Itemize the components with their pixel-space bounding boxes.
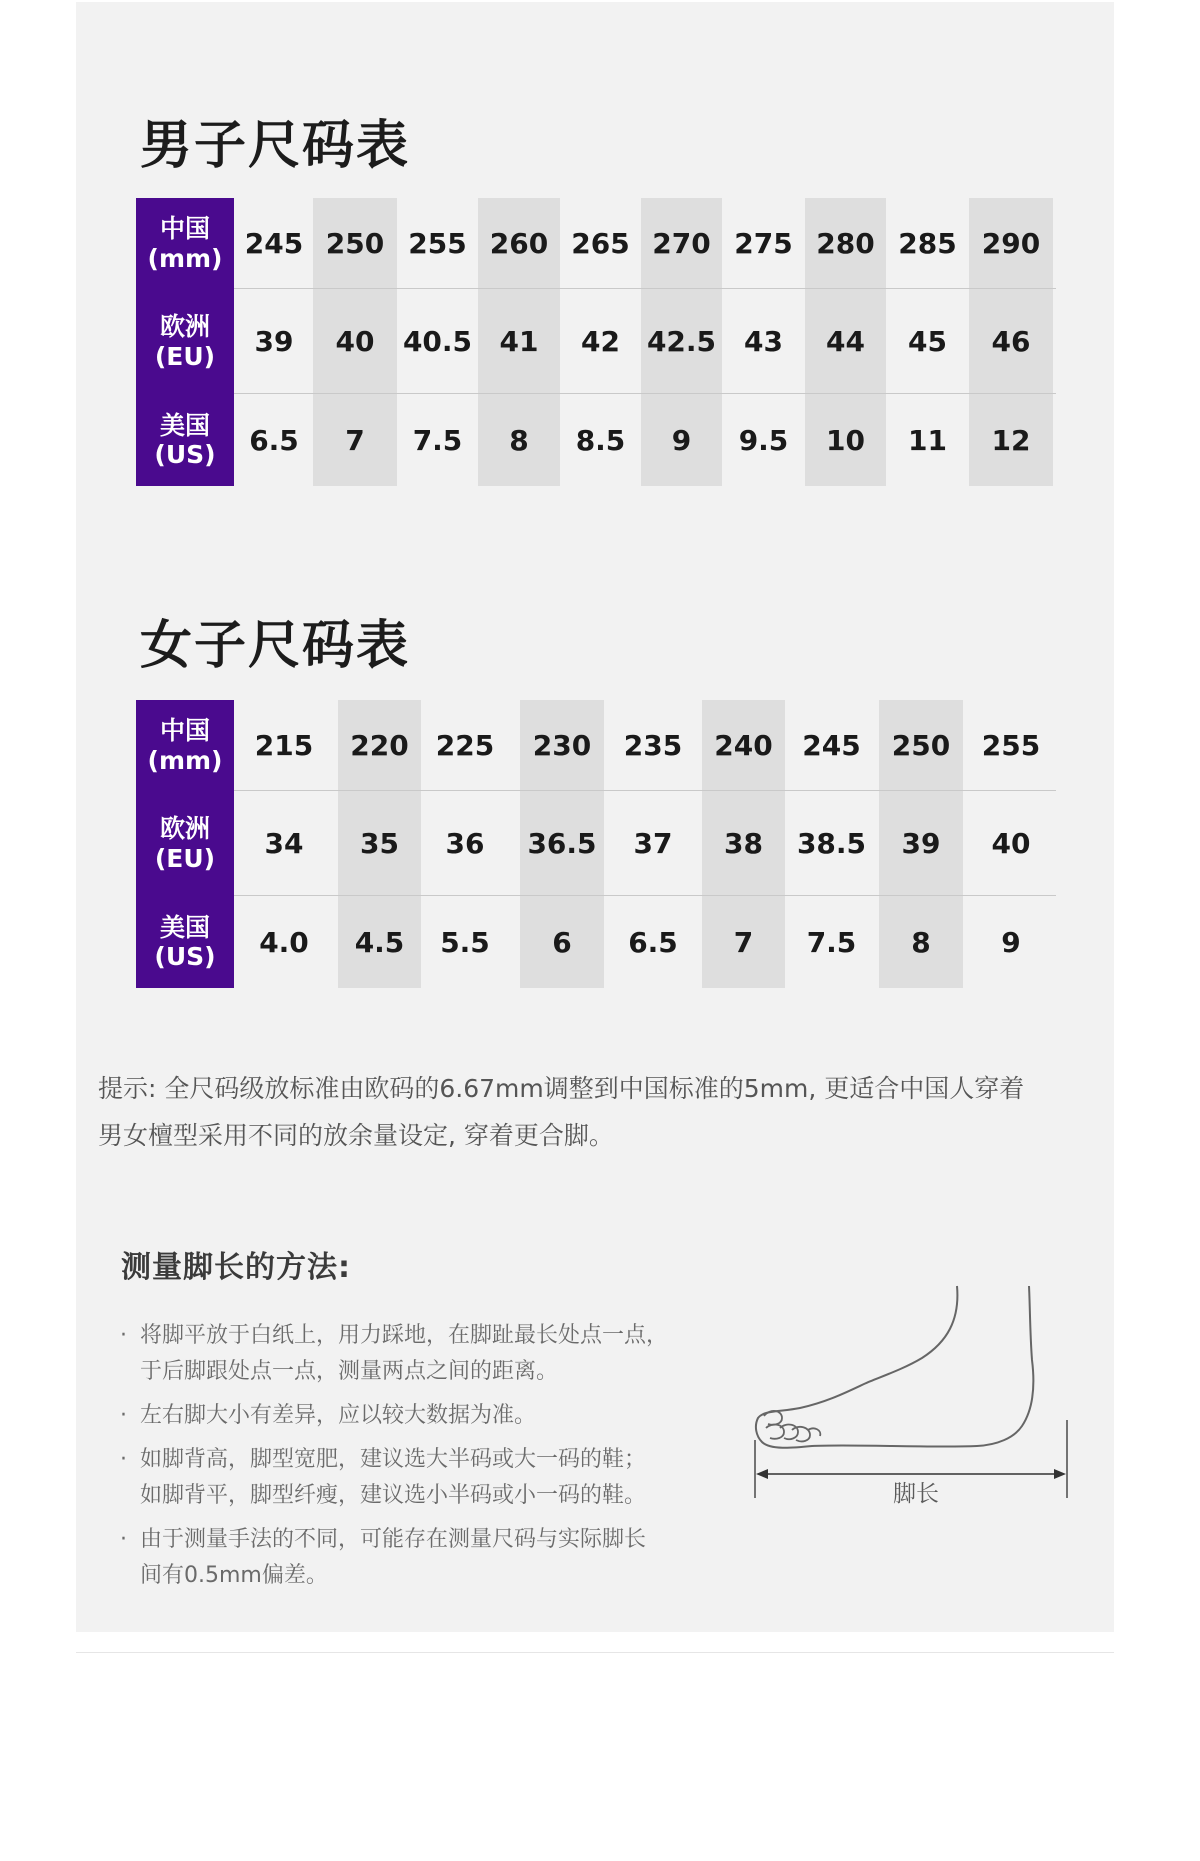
bullet-dot: · (120, 1323, 127, 1348)
size-cell: 230 (532, 729, 592, 762)
size-cell: 275 (734, 227, 793, 260)
size-row-us (136, 394, 1056, 486)
size-cell: 225 (435, 729, 495, 762)
measure-step-text: 间有0.5mm偏差。 (140, 1563, 328, 1588)
row-header-label: (mm) (147, 243, 223, 273)
size-cell: 285 (898, 227, 957, 260)
measure-step-text: 于后脚跟处点一点，测量两点之间的距离。 (140, 1359, 559, 1384)
foot-outline-icon (756, 1286, 1034, 1448)
size-row-eu (136, 289, 1056, 394)
size-cell: 245 (802, 729, 861, 762)
row-header-us (136, 896, 234, 988)
sizing-tip-line: 男女檀型采用不同的放余量设定, 穿着更合脚。 (98, 1121, 614, 1150)
size-cell: 220 (350, 729, 409, 762)
size-cell: 215 (254, 729, 314, 762)
size-cell: 5.5 (440, 925, 490, 959)
measure-step-text: 如脚背平，脚型纤瘦，建议选小半码或小一码的鞋。 (140, 1483, 647, 1508)
size-cell: 44 (826, 325, 865, 358)
size-cell: 12 (991, 423, 1031, 457)
bullet-dot: · (120, 1527, 127, 1552)
size-cell: 250 (325, 227, 385, 260)
size-cell: 255 (408, 227, 467, 260)
measure-method-title: 测量脚长的方法: (121, 1250, 351, 1285)
size-cell: 40 (991, 827, 1031, 860)
size-cell: 7 (345, 423, 365, 457)
row-header-label: 美国 (159, 912, 210, 942)
foot-length-caption: 脚长 (893, 1481, 939, 1507)
women-size-chart-title: 女子尺码表 (140, 616, 411, 676)
footer-divider (76, 1652, 1114, 1653)
size-cell: 235 (623, 729, 683, 762)
size-cell: 37 (633, 827, 673, 860)
measure-step (118, 1442, 758, 1514)
row-header-label: 欧洲 (159, 312, 210, 341)
row-header-label: (EU) (154, 843, 216, 873)
size-cell: 39 (254, 325, 294, 358)
row-header-eu (136, 289, 234, 394)
size-cell: 36 (445, 827, 485, 860)
arrow-left-icon (756, 1469, 768, 1479)
measure-steps-list (118, 1318, 758, 1602)
size-cell: 240 (714, 729, 773, 762)
size-cell: 6.5 (628, 925, 678, 959)
women-size-table (136, 700, 1056, 988)
size-cell: 280 (816, 227, 875, 260)
size-cell: 270 (652, 227, 711, 260)
row-header-us (136, 394, 234, 486)
measure-step (118, 1398, 758, 1434)
size-cell: 38.5 (796, 827, 867, 860)
toes-icon (764, 1411, 820, 1441)
size-cell: 9 (671, 423, 692, 457)
size-cell: 9.5 (738, 423, 789, 457)
sizing-tip-line: 提示: 全尺码级放标准由欧码的6.67mm调整到中国标准的5mm, 更适合中国人穿着 (98, 1074, 1025, 1103)
size-cell: 40 (335, 325, 375, 358)
row-header-label: 美国 (159, 410, 210, 440)
size-cell: 42.5 (646, 325, 717, 358)
row-header-label: 中国 (159, 716, 210, 745)
size-cell: 8.5 (575, 423, 626, 457)
measure-step-text: 将脚平放于白纸上，用力踩地，在脚趾最长处点一点， (140, 1323, 669, 1348)
size-cell: 42 (581, 325, 620, 358)
row-header-eu (136, 791, 234, 896)
size-row-eu (136, 791, 1056, 896)
size-cell: 36.5 (527, 827, 597, 860)
men-size-chart-title: 男子尺码表 (140, 116, 411, 176)
measure-step (118, 1318, 758, 1390)
size-cell: 255 (981, 729, 1041, 762)
row-header-label: 欧洲 (159, 814, 210, 843)
size-cell: 10 (826, 423, 865, 457)
size-cell: 7 (733, 925, 754, 959)
men-size-table (136, 198, 1056, 486)
arrow-right-icon (1054, 1469, 1066, 1479)
size-cell: 35 (360, 827, 399, 860)
row-header-label: (US) (154, 942, 216, 971)
row-header-label: 中国 (159, 214, 210, 243)
size-row-cn (136, 700, 1056, 791)
size-cell: 38 (724, 827, 763, 860)
size-cell: 245 (244, 227, 304, 260)
row-header-label: (EU) (154, 341, 216, 371)
measure-step (118, 1522, 758, 1594)
size-cell: 250 (891, 729, 951, 762)
measure-step-text: 由于测量手法的不同，可能存在测量尺码与实际脚长 (140, 1527, 647, 1552)
size-cell: 6.5 (249, 423, 299, 457)
size-cell: 43 (744, 325, 783, 358)
size-cell: 8 (911, 925, 931, 959)
measure-step-text: 如脚背高，脚型宽肥，建议选大半码或大一码的鞋； (140, 1447, 647, 1472)
size-cell: 40.5 (402, 325, 473, 358)
size-cell: 4.5 (354, 925, 405, 959)
size-cell: 46 (991, 325, 1031, 358)
row-header-label: (US) (154, 440, 216, 469)
size-cell: 39 (901, 827, 941, 860)
size-cell: 4.0 (259, 925, 309, 959)
size-cell: 6 (552, 925, 572, 959)
size-cell: 265 (571, 227, 630, 260)
row-header-cn (136, 198, 234, 289)
size-cell: 7.5 (806, 925, 857, 959)
size-cell: 41 (499, 325, 539, 358)
size-cell: 8 (509, 423, 529, 457)
size-cell: 11 (908, 423, 947, 457)
bullet-dot: · (120, 1447, 127, 1472)
size-cell: 7.5 (412, 423, 463, 457)
row-header-label: (mm) (147, 745, 223, 775)
size-cell: 34 (264, 827, 304, 860)
sizing-tip (98, 1065, 1098, 1159)
row-header-cn (136, 700, 234, 791)
size-cell: 260 (489, 227, 549, 260)
size-row-us (136, 896, 1056, 988)
size-row-cn (136, 198, 1056, 289)
size-cell: 45 (908, 325, 947, 358)
size-cell: 9 (1001, 925, 1021, 959)
bullet-dot: · (120, 1403, 127, 1428)
measure-step-text: 左右脚大小有差异，应以较大数据为准。 (140, 1403, 537, 1428)
size-cell: 290 (981, 227, 1041, 260)
